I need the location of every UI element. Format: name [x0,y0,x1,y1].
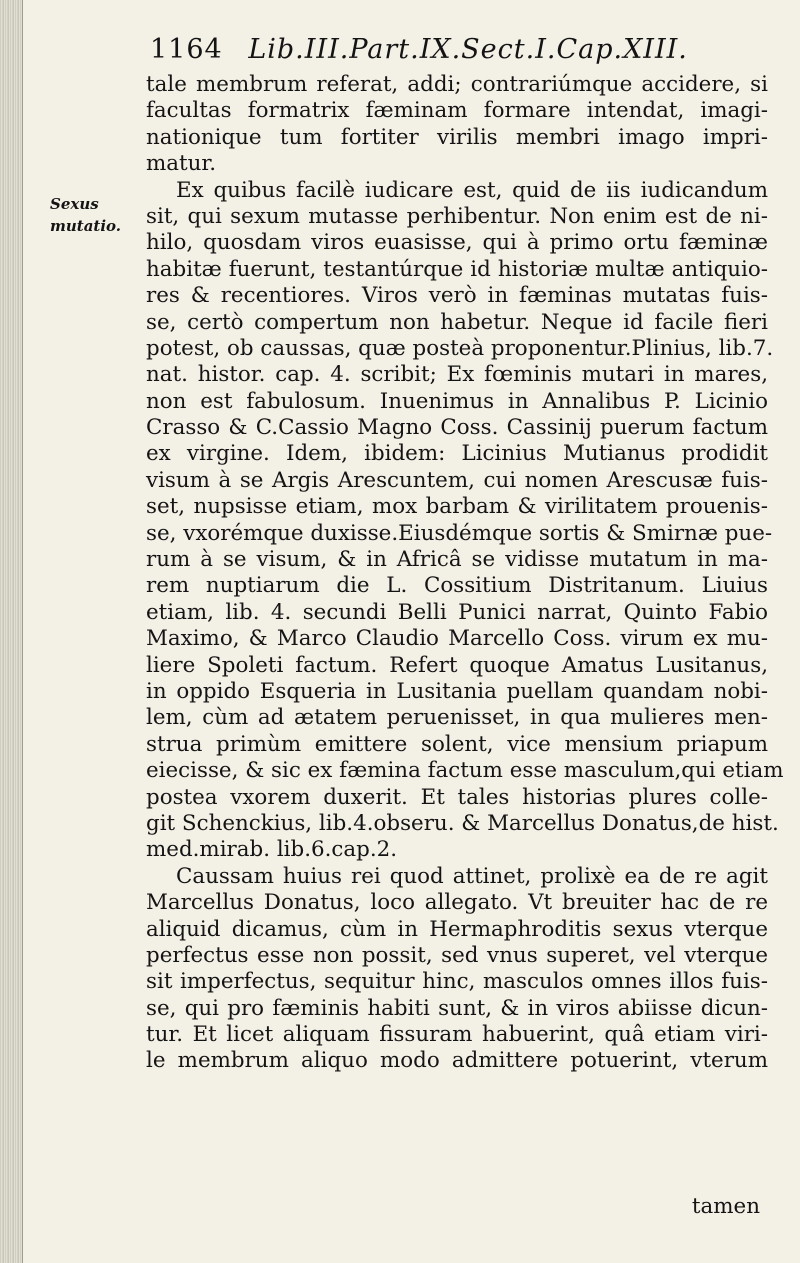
text-line: tale membrum referat, addi; contrariúmque accidere, si [146,72,768,97]
text-line: se, qui pro fæminis habiti sunt, & in viros abiisse dicun- [146,995,768,1021]
text-line: postea vxorem duxerit. Et tales historias plures colle- [146,784,768,810]
text-line: etiam, lib. 4. secundi Belli Punici narrat, Quinto Fabio [146,599,768,625]
text-line: git Schenckius, lib.4.obseru. & Marcellus Donatus,de hist. [146,810,779,836]
text-line: liere Spoleti factum. Refert quoque Amatus Lusitanus, [146,652,768,678]
text-line: potest, ob caussas, quæ posteà proponentur.Plinius, lib.7. [146,335,774,361]
text-line: Crasso & C.Cassio Magno Coss. Cassinij puerum factum [146,415,768,441]
page-number: 1164 [150,34,223,65]
text-line: habitæ fuerunt, testantúrque id historiæ multæ antiquio- [146,256,768,282]
text-line: matur. [146,151,217,177]
text-line: lem, cùm ad ætatem peruenisset, in qua mulieres men- [146,705,768,731]
text-line: ex virgine. Idem, ibidem: Licinius Mutianus prodidit [146,441,768,467]
text-line: visum à se Argis Arescuntem, cui nomen Arescusæ fuis- [146,467,768,493]
text-line: non est fabulosum. Inuenimus in Annalibus P. Licinio [146,388,768,414]
page-edge-binding [0,0,23,1263]
text-line: sit imperfectus, sequitur hinc, masculos omnes illos fuis- [146,969,768,995]
margin-note-line: Sexus [50,195,99,213]
text-line: med.mirab. lib.6.cap.2. [146,837,398,863]
text-line: sit, qui sexum mutasse perhibentur. Non enim est de ni- [146,203,768,229]
text-line: rum à se visum, & in Africâ se vidisse mutatum in ma- [146,547,768,573]
text-line: aliquid dicamus, cùm in Hermaphroditis sexus vterque [146,916,768,942]
text-line: res & recentiores. Viros verò in fæminas mutatas fuis- [146,283,768,309]
text-line: Maximo, & Marco Claudio Marcello Coss. virum ex mu- [146,626,768,652]
margin-note [50,193,150,237]
text-line: tur. Et licet aliquam fissuram habuerint, quâ etiam viri- [146,1022,768,1048]
text-line: Ex quibus facilè iudicare est, quid de iis iudicandum [176,177,768,203]
text-line: se, certò compertum non habetur. Neque id facile fieri [146,309,768,335]
text-line: perfectus esse non possit, sed vnus superet, vel vterque [146,942,768,968]
text-line: se, vxorémque duxisse.Eiusdémque sortis & Smirnæ pue- [146,520,773,546]
running-title: Lib.III.Part.IX.Sect.I.Cap.XIII. [248,34,688,65]
text-line: Caussam huius rei quod attinet, prolixè ea de re agit [176,863,768,889]
text-line: hilo, quosdam viros euasisse, qui à primo ortu fæminæ [146,230,768,256]
text-line: le membrum aliquo modo admittere potuerint, vterum [146,1048,768,1074]
text-line: eiecisse, & sic ex fæmina factum esse masculum,qui etiam [146,758,784,784]
text-line: strua primùm emittere solent, vice mensium priapum [146,731,768,757]
text-line: rem nuptiarum die L. Cossitium Distritanum. Liuius [146,573,768,599]
catchword: tamen [691,1194,760,1219]
text-line: facultas formatrix fæminam formare intendat, imagi- [146,98,768,124]
text-line: in oppido Esqueria in Lusitania puellam quandam nobi- [146,678,768,704]
text-line: set, nupsisse etiam, mox barbam & virilitatem prouenis- [146,494,768,520]
text-line: nat. histor. cap. 4. scribit; Ex fœminis mutari in mares, [146,362,768,388]
text-line: Marcellus Donatus, loco allegato. Vt breuiter hac de re [146,890,768,916]
running-header [150,34,770,74]
body-text [146,72,784,1075]
text-line: nationique tum fortiter virilis membri imago impri- [146,124,768,150]
margin-note-line: mutatio. [50,217,122,235]
